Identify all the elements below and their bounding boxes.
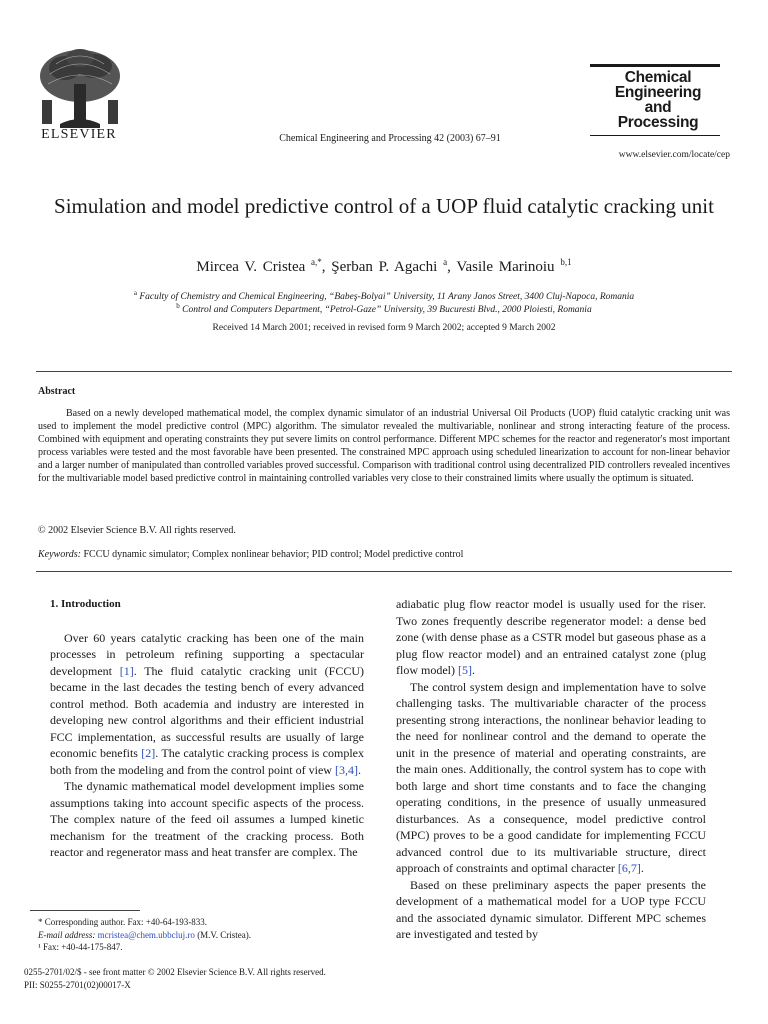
journal-logo-line: and <box>644 99 672 116</box>
abstract-text: Based on a newly developed mathematical model, the complex dynamic simulator of an industrial Universal Oil Products (UOP) fluid catalytic cracking unit was used to implement the model predictive control (MPC) algorithm. The simulator revealed the multivariable, nonlinear and strong interacting feature of the process. Combined with equipment and operating constraints they put severe limits on control performance. Different MPC schemes for the reactor and regenerator's most important process variables were tested and the most favorable have been presented. The constrained MPC approach using scheduled linearization to account for non-linear behavior and a larger number of manipulated than controlled variables proved successful. Comparison with traditional control using decentralized PID controllers revealed incentives for the multivariable model based predictive control in maintaining controlled variables very close to their constrained limits where usually the optimum is situated. <box>38 408 730 485</box>
affiliation <box>40 302 728 315</box>
affiliation-mark: a <box>133 289 137 297</box>
affiliation-text: Control and Computers Department, “Petrol-Gaze” University, 39 Bucuresti Blvd., 2000 Ploiesti, Romania <box>182 305 592 316</box>
email-suffix: (M.V. Cristea). <box>194 929 252 940</box>
keywords-list: FCCU dynamic simulator; Complex nonlinear behavior; PID control; Model predictive control <box>83 549 464 560</box>
body-paragraph <box>50 630 364 779</box>
received-dates: Received 14 March 2001; received in revised form 9 March 2002; accepted 9 March 2002 <box>212 323 556 333</box>
journal-logo-line: Engineering <box>614 84 702 101</box>
abstract-heading: Abstract <box>38 386 76 397</box>
journal-logo-top-rule <box>590 64 720 67</box>
journal-logo-line: Processing <box>617 114 699 131</box>
journal-logo <box>590 70 726 130</box>
article-title: Simulation and model predictive control of a UOP fluid catalytic cracking unit <box>54 194 714 218</box>
footnote-email <box>38 929 358 942</box>
affiliation <box>40 289 728 302</box>
citation-link[interactable]: [3,4] <box>334 762 358 777</box>
author-separator: , <box>321 259 332 275</box>
keywords <box>38 549 730 560</box>
pii-line: PII: S0255-2701(02)00017-X <box>24 980 131 990</box>
author-affiliation-mark[interactable]: b,1 <box>560 257 572 267</box>
journal-reference: Chemical Engineering and Processing 42 (2003) 67–91 <box>279 133 501 144</box>
footnote-corresponding: * Corresponding author. Fax: +40-64-193-833. <box>38 917 208 927</box>
section-heading: 1. Introduction <box>50 598 121 610</box>
text-run: . The fluid catalytic cracking unit (FCCU) became in the last decades the testing bench of every advanced control method. Both academia and industry are interested in developing new control algorithms and their efficient industrial FCC implementation, as successful results are usually of large economic benefits <box>50 663 365 760</box>
publisher-name: ELSEVIER <box>41 127 117 142</box>
body-paragraph: Based on these preliminary aspects the paper presents the development of a mathematical model for a UOP type FCCU and the associated dynamic simulator. Different MPC schemes are investigated and tested by <box>396 877 706 941</box>
citation-link[interactable]: [6,7] <box>617 861 641 875</box>
keywords-label: Keywords: <box>38 549 81 560</box>
body-paragraph <box>396 596 706 679</box>
divider <box>36 371 732 372</box>
issn-line: 0255-2701/02/$ - see front matter © 2002 Elsevier Science B.V. All rights reserved. <box>24 967 326 977</box>
author-name: Şerban P. Agachi <box>331 259 438 275</box>
text-run: Over 60 years catalytic cracking has been one of the main processes in petroleum refining supporting a spectacular development <box>50 630 364 678</box>
body-paragraph <box>396 679 706 877</box>
footnotes <box>38 916 358 954</box>
text-run: . <box>640 861 644 875</box>
journal-logo-line: Chemical <box>624 69 692 86</box>
citation-link[interactable]: [1] <box>119 663 134 678</box>
body-paragraph: The dynamic mathematical model development implies some assumptions taking into account specific aspects of the process. The complex nature of the feed oil assumes a lumped kinetic mechanism for the treatment of the cracking process. Both reactor and regenerator mass and heat transfer are complex. The <box>50 779 364 859</box>
affiliation-text: Faculty of Chemistry and Chemical Engineering, “Babeş-Bolyai” University, 11 Arany Janos Street, 3400 Cluj-Napoca, Romania <box>139 292 635 303</box>
email-link[interactable]: mcristea@chem.ubbcluj.ro <box>97 929 195 940</box>
article-meta <box>24 966 524 992</box>
text-run: adiabatic plug flow reactor model is usually used for the riser. Two zones frequently describe regenerator model: a dense bed zone (with dense phase as a CSTR model but gaseous phase as a plug flow reactor model) and an entrained catalyst zone (plug flow model) <box>396 597 706 677</box>
text-run: The control system design and implementation have to solve challenging tasks. The multivariable character of the process presenting strong interactions, the nonlinear behavior leading to the need for nonlinear control and the demand to operate the unit in the presence of material and operating constraints, are the main ones. Additionally, the control system has to cope with both large and short time constants and to face the changing operating conditions, in the presence of usually unmeasured disturbances. As a consequence, model predictive control (MPC) proves to be a good candidate for implementing FCCU advanced control due to its multivariable structure, direct approach of constraints and optimal character <box>396 679 706 875</box>
footnote-fax: ¹ Fax: +40-44-175-847. <box>38 942 123 952</box>
author-name: Vasile Marinoiu <box>456 259 555 275</box>
divider <box>36 571 732 572</box>
text-run: . <box>357 762 361 777</box>
footnote-rule <box>30 910 140 911</box>
abstract-copyright: © 2002 Elsevier Science B.V. All rights reserved. <box>38 525 236 536</box>
body-column-right <box>396 596 706 943</box>
author-separator: , <box>447 259 457 275</box>
text-run: . <box>472 663 475 677</box>
author-name: Mircea V. Cristea <box>196 259 306 275</box>
journal-logo-bottom-rule <box>590 135 720 136</box>
author-affiliation-mark[interactable]: a <box>443 257 448 267</box>
author-affiliation-mark[interactable]: a,* <box>311 257 322 267</box>
body-column-left <box>50 596 364 861</box>
journal-url[interactable]: www.elsevier.com/locate/cep <box>618 150 730 160</box>
affiliation-mark: b <box>176 302 180 310</box>
citation-link[interactable]: [2] <box>141 746 156 760</box>
email-label: E-mail address: <box>38 929 96 940</box>
citation-link[interactable]: [5] <box>458 663 472 677</box>
author-list <box>40 257 728 276</box>
text-run: . The catalytic cracking process is complex both from the modeling and from the control point of view <box>50 746 364 777</box>
